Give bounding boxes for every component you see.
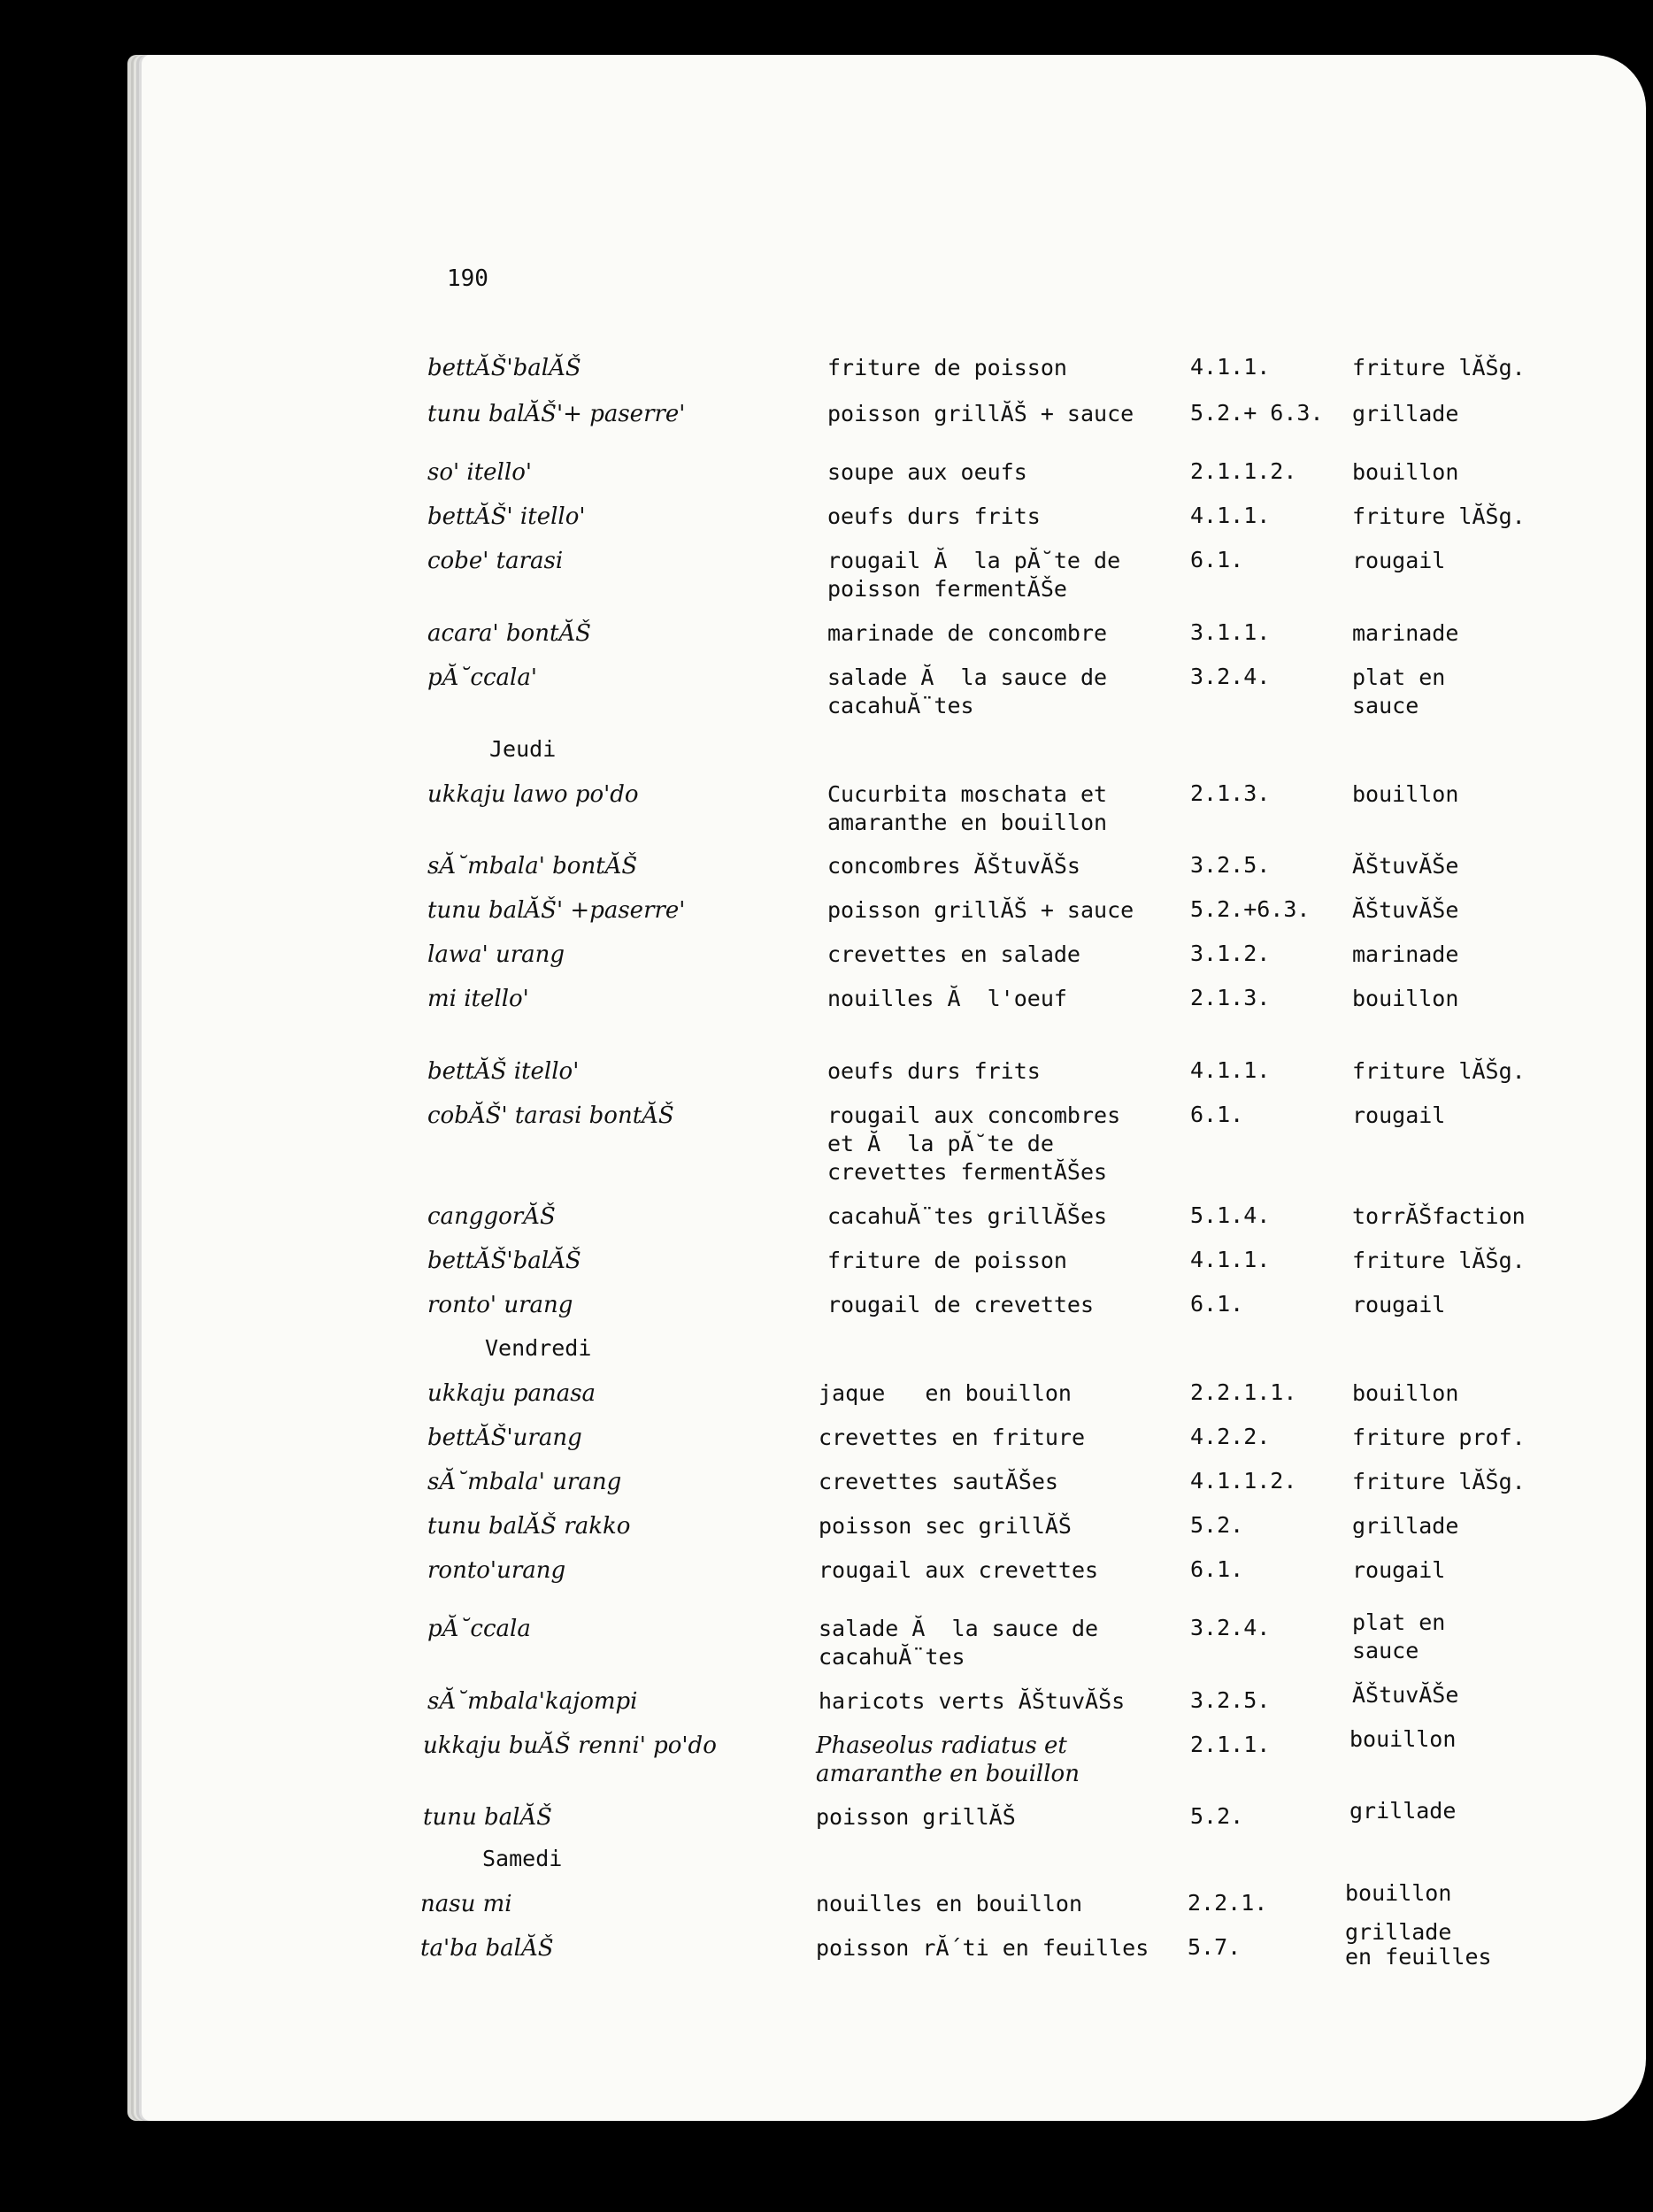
dish-reference: 6.1. (1190, 1556, 1244, 1582)
dish-name: ta'ba balĂŠ (420, 1935, 554, 1962)
dish-translation: salade Ă la sauce de cacahuĂ¨tes (819, 1616, 1099, 1670)
dish-category: grillade en feuilles (1345, 1919, 1492, 1970)
dish-category: rougail (1352, 1102, 1446, 1128)
dish-reference: 2.1.3. (1190, 985, 1271, 1010)
dish-translation: friture de poisson (827, 355, 1067, 380)
dish-reference: 2.1.1. (1190, 1732, 1271, 1757)
page-number: 190 (447, 265, 488, 292)
dish-translation: poisson sec grillĂŠ (819, 1513, 1072, 1539)
dish-translation: poisson grillĂŠ + sauce (827, 401, 1134, 426)
dish-category: friture lĂŠg. (1352, 1469, 1526, 1494)
dish-name: so' itello' (427, 459, 532, 486)
dish-translation: rougail Ă la pĂ˘te de poisson fermentĂŠe (827, 548, 1121, 602)
dish-name: nasu mi (420, 1891, 512, 1917)
dish-category: bouillon (1352, 1380, 1459, 1406)
dish-category: bouillon (1349, 1726, 1457, 1752)
dish-category: plat en sauce (1352, 664, 1446, 718)
dish-category: plat en sauce (1352, 1609, 1446, 1663)
dish-reference: 4.1.1. (1190, 354, 1271, 380)
dish-translation: rougail aux crevettes (819, 1557, 1099, 1583)
dish-translation: haricots verts ĂŠtuvĂŠs (819, 1688, 1126, 1714)
dish-category: friture prof. (1352, 1425, 1526, 1450)
dish-reference: 3.1.1. (1190, 619, 1271, 645)
dish-name: bettĂŠ itello' (427, 1058, 580, 1085)
dish-translation: rougail aux concombres et Ă la pĂ˘te de crevettes fermentĂŠes (827, 1102, 1121, 1185)
dish-name: cobĂŠ' tarasi bontĂŠ (427, 1102, 674, 1129)
dish-name: lawa' urang (427, 941, 565, 968)
dish-category: bouillon (1352, 986, 1459, 1011)
dish-name: mi itello' (427, 986, 529, 1012)
dish-name: pĂ˘ccala' (427, 664, 538, 691)
dish-name: ukkaju panasa (427, 1380, 596, 1407)
dish-name: ukkaju buĂŠ renni' po'do (423, 1732, 717, 1759)
dish-name: sĂ˘mbala'kajompi (427, 1688, 638, 1715)
dish-translation: Phaseolus radiatus et amaranthe en bouillon (816, 1732, 1080, 1787)
dish-category: marinade (1352, 941, 1459, 967)
dish-category: rougail (1352, 1557, 1446, 1583)
dish-reference: 2.1.1.2. (1190, 458, 1297, 484)
dish-reference: 3.2.4. (1190, 1615, 1271, 1640)
dish-name: tunu balĂŠ'+ paserre' (427, 401, 686, 427)
dish-translation: friture de poisson (827, 1248, 1067, 1273)
dish-reference: 4.1.1.2. (1190, 1468, 1297, 1494)
dish-name: tunu balĂŠ (423, 1804, 552, 1831)
dish-translation: poisson grillĂŠ + sauce (827, 897, 1134, 923)
dish-category: bouillon (1345, 1880, 1452, 1906)
dish-category: friture lĂŠg. (1352, 503, 1526, 529)
dish-reference: 3.2.5. (1190, 1687, 1271, 1713)
dish-category: ĂŠtuvĂŠe (1352, 1682, 1459, 1708)
dish-reference: 2.2.1. (1188, 1890, 1268, 1916)
dish-reference: 6.1. (1190, 547, 1244, 572)
dish-translation: oeufs durs frits (827, 1058, 1041, 1084)
dish-reference: 5.2. (1190, 1512, 1244, 1538)
dish-translation: cacahuĂ¨tes grillĂŠes (827, 1203, 1108, 1229)
dish-translation: soupe aux oeufs (827, 459, 1027, 485)
dish-reference: 3.2.4. (1190, 664, 1271, 689)
dish-translation: concombres ĂŠtuvĂŠs (827, 853, 1080, 879)
dish-translation: jaque en bouillon (819, 1380, 1072, 1406)
dish-category: grillade (1352, 401, 1459, 426)
dish-category: grillade (1352, 1513, 1459, 1539)
dish-reference: 4.1.1. (1190, 503, 1271, 528)
dish-category: friture lĂŠg. (1352, 1248, 1526, 1273)
dish-reference: 3.2.5. (1190, 852, 1271, 878)
dish-translation: Cucurbita moschata et amaranthe en bouillon (827, 781, 1108, 835)
dish-category: friture lĂŠg. (1352, 1058, 1526, 1084)
dish-reference: 5.7. (1188, 1934, 1242, 1960)
dish-name: bettĂŠ'balĂŠ (427, 355, 581, 381)
dish-name: acara' bontĂŠ (427, 620, 591, 647)
dish-category: rougail (1352, 548, 1446, 573)
dish-name: tunu balĂŠ rakko (427, 1513, 631, 1540)
dish-name: pĂ˘ccala (427, 1616, 531, 1642)
dish-reference: 5.2.+ 6.3. (1190, 400, 1324, 426)
dish-name: tunu balĂŠ' +paserre' (427, 897, 686, 924)
dish-translation: poisson rĂ´ti en feuilles (816, 1935, 1149, 1961)
dish-category: marinade (1352, 620, 1459, 646)
dish-category: bouillon (1352, 459, 1459, 485)
dish-category: grillade (1349, 1798, 1457, 1824)
dish-name: sĂ˘mbala' bontĂŠ (427, 853, 638, 879)
dish-translation: salade Ă la sauce de cacahuĂ¨tes (827, 664, 1108, 718)
dish-translation: crevettes sautĂŠes (819, 1469, 1058, 1494)
day-heading: Vendredi (485, 1335, 592, 1361)
dish-translation: poisson grillĂŠ (816, 1804, 1016, 1830)
dish-translation: marinade de concombre (827, 620, 1108, 646)
day-heading: Samedi (482, 1846, 563, 1871)
dish-name: bettĂŠ'urang (427, 1425, 582, 1451)
dish-translation: rougail de crevettes (827, 1292, 1095, 1317)
day-heading: Jeudi (489, 736, 557, 762)
dish-category: ĂŠtuvĂŠe (1352, 853, 1459, 879)
dish-name: canggorĂŠ (427, 1203, 556, 1230)
dish-translation: crevettes en salade (827, 941, 1080, 967)
dish-translation: crevettes en friture (819, 1425, 1086, 1450)
dish-reference: 6.1. (1190, 1102, 1244, 1127)
dish-translation: nouilles Ă l'oeuf (827, 986, 1067, 1011)
dish-category: ĂŠtuvĂŠe (1352, 897, 1459, 923)
dish-reference: 2.1.3. (1190, 780, 1271, 806)
dish-category: rougail (1352, 1292, 1446, 1317)
dish-reference: 5.1.4. (1190, 1202, 1271, 1228)
dish-name: ronto' urang (427, 1292, 573, 1318)
dish-reference: 4.1.1. (1190, 1057, 1271, 1083)
dish-reference: 6.1. (1190, 1291, 1244, 1317)
dish-reference: 5.2. (1190, 1803, 1244, 1829)
dish-name: ukkaju lawo po'do (427, 781, 639, 808)
dish-reference: 3.1.2. (1190, 941, 1271, 966)
dish-reference: 2.2.1.1. (1190, 1379, 1297, 1405)
dish-reference: 4.2.2. (1190, 1424, 1271, 1449)
dish-reference: 5.2.+6.3. (1190, 896, 1311, 922)
dish-name: bettĂŠ' itello' (427, 503, 586, 530)
dish-reference: 4.1.1. (1190, 1247, 1271, 1272)
dish-name: bettĂŠ'balĂŠ (427, 1248, 581, 1274)
dish-category: friture lĂŠg. (1352, 355, 1526, 380)
dish-category: torrĂŠfaction (1352, 1203, 1526, 1229)
dish-name: ronto'urang (427, 1557, 566, 1584)
dish-category: bouillon (1352, 781, 1459, 807)
dish-translation: nouilles en bouillon (816, 1891, 1083, 1916)
dish-name: cobe' tarasi (427, 548, 564, 574)
dish-translation: oeufs durs frits (827, 503, 1041, 529)
dish-name: sĂ˘mbala' urang (427, 1469, 622, 1495)
